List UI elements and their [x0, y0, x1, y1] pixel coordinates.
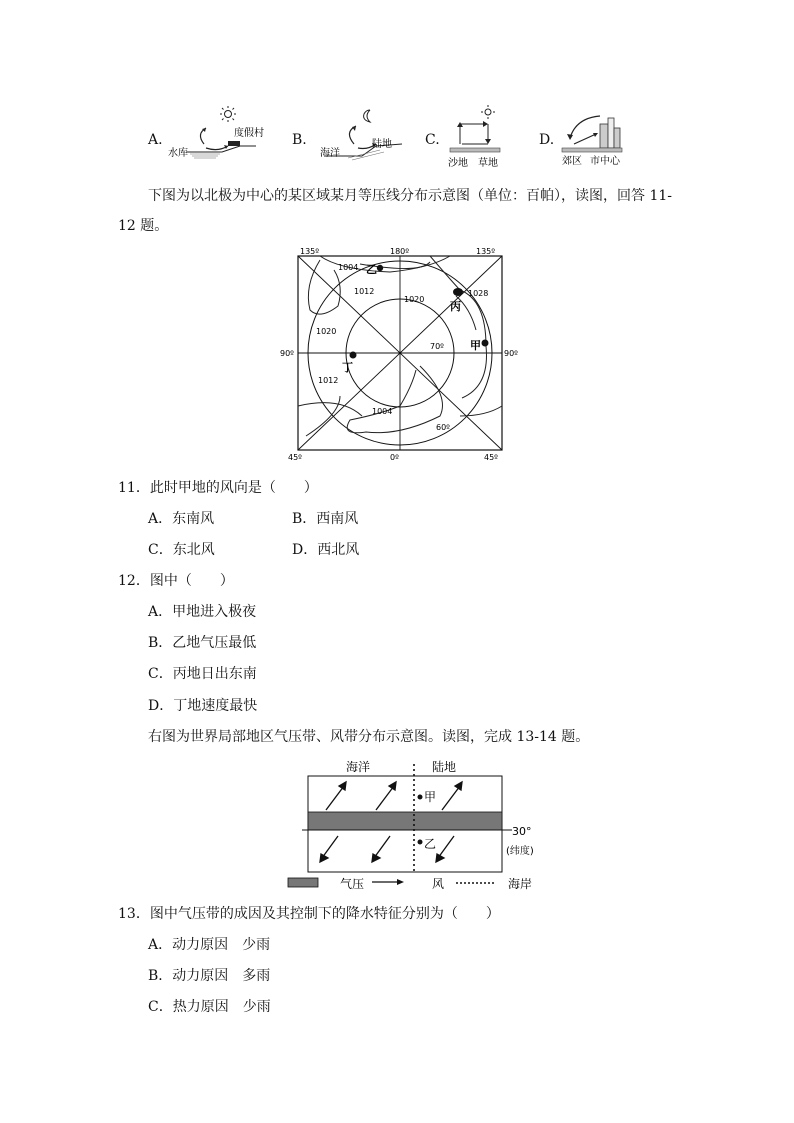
lon-180: 180º: [390, 247, 410, 256]
label-suburb: 郊区: [562, 156, 582, 167]
q13-option-a[interactable]: A．动力原因 少雨: [148, 937, 271, 953]
figure-d-urban: [560, 110, 630, 170]
isobar-1028: 1028: [468, 289, 489, 298]
q12-option-c[interactable]: C．丙地日出东南: [148, 666, 257, 682]
q11-stem: 11．此时甲地的风向是（ ）: [118, 480, 318, 496]
intro-11-12-line2: 12 题。: [118, 218, 169, 234]
label-sand: 沙地: [448, 158, 468, 169]
q11-option-a[interactable]: A．东南风: [148, 511, 215, 527]
point-bing: 丙: [450, 300, 461, 313]
q11-option-b[interactable]: B．西南风: [292, 511, 359, 527]
belt-lat-30: 30°: [512, 825, 532, 838]
isobar-1012-top: 1012: [354, 287, 375, 296]
label-sea: 海洋: [320, 148, 340, 159]
isobar-map: [280, 246, 520, 466]
lon-135-right: 135º: [476, 247, 496, 256]
figure-c-sand-grass: [446, 104, 506, 170]
q13-option-c[interactable]: C．热力原因 少雨: [148, 999, 271, 1015]
belt-lat-unit: (纬度): [506, 846, 534, 857]
lon-135-left: 135º: [300, 247, 320, 256]
belt-point-jia: 甲: [424, 790, 437, 804]
belt-label-land: 陆地: [432, 760, 457, 774]
option-d-letter: D.: [539, 132, 555, 148]
q12-option-d[interactable]: D．丁地速度最快: [148, 698, 258, 714]
belt-diagram: [280, 756, 550, 894]
lat-60: 60º: [436, 423, 450, 432]
lon-90-right: 90º: [504, 349, 518, 358]
lat-70: 70º: [430, 342, 444, 351]
point-yi: 乙: [366, 263, 377, 276]
legend-wind: 风: [432, 877, 445, 891]
point-jia: 甲: [470, 339, 481, 352]
option-b-letter: B.: [292, 132, 307, 148]
intro-13-14: 右图为世界局部地区气压带、风带分布示意图。读图，完成 13-14 题。: [148, 729, 590, 745]
label-grass: 草地: [478, 158, 498, 169]
label-land: 陆地: [372, 139, 392, 150]
lon-0: 0º: [390, 453, 399, 462]
q12-stem: 12．图中（ ）: [118, 573, 234, 589]
figure-b-sea-land: [318, 104, 408, 164]
lon-45-left: 45º: [288, 453, 302, 462]
label-reservoir: 水库: [168, 148, 188, 159]
isobar-1012-left: 1012: [318, 376, 339, 385]
q12-option-a[interactable]: A．甲地进入极夜: [148, 604, 257, 620]
isobar-1004-top: 1004: [338, 263, 359, 272]
belt-label-ocean: 海洋: [346, 760, 371, 774]
lon-45-right: 45º: [484, 453, 498, 462]
option-a-letter: A.: [148, 132, 163, 148]
isobar-1020-center: 1020: [404, 295, 425, 304]
isobar-1020-left: 1020: [316, 327, 337, 336]
figure-a-reservoir: [166, 104, 266, 164]
q11-option-c[interactable]: C．东北风: [148, 542, 215, 558]
option-c-letter: C.: [425, 132, 440, 148]
q13-option-b[interactable]: B．动力原因 多雨: [148, 968, 271, 984]
point-ding: 丁: [342, 361, 353, 374]
label-resort: 度假村: [234, 128, 264, 139]
label-downtown: 市中心: [590, 156, 620, 167]
lon-90-left: 90º: [280, 349, 294, 358]
belt-point-yi: 乙: [424, 837, 437, 851]
legend-pressure: 气压: [340, 877, 365, 891]
q12-option-b[interactable]: B．乙地气压最低: [148, 635, 257, 651]
q13-stem: 13．图中气压带的成因及其控制下的降水特征分别为（ ）: [118, 906, 500, 922]
isobar-1004-bottom: 1004: [372, 407, 393, 416]
legend-coast: 海岸: [508, 877, 533, 891]
q11-option-d[interactable]: D．西北风: [292, 542, 360, 558]
intro-11-12-line1: 下图为以北极为中心的某区域某月等压线分布示意图（单位：百帕），读图，回答 11-: [148, 188, 672, 204]
